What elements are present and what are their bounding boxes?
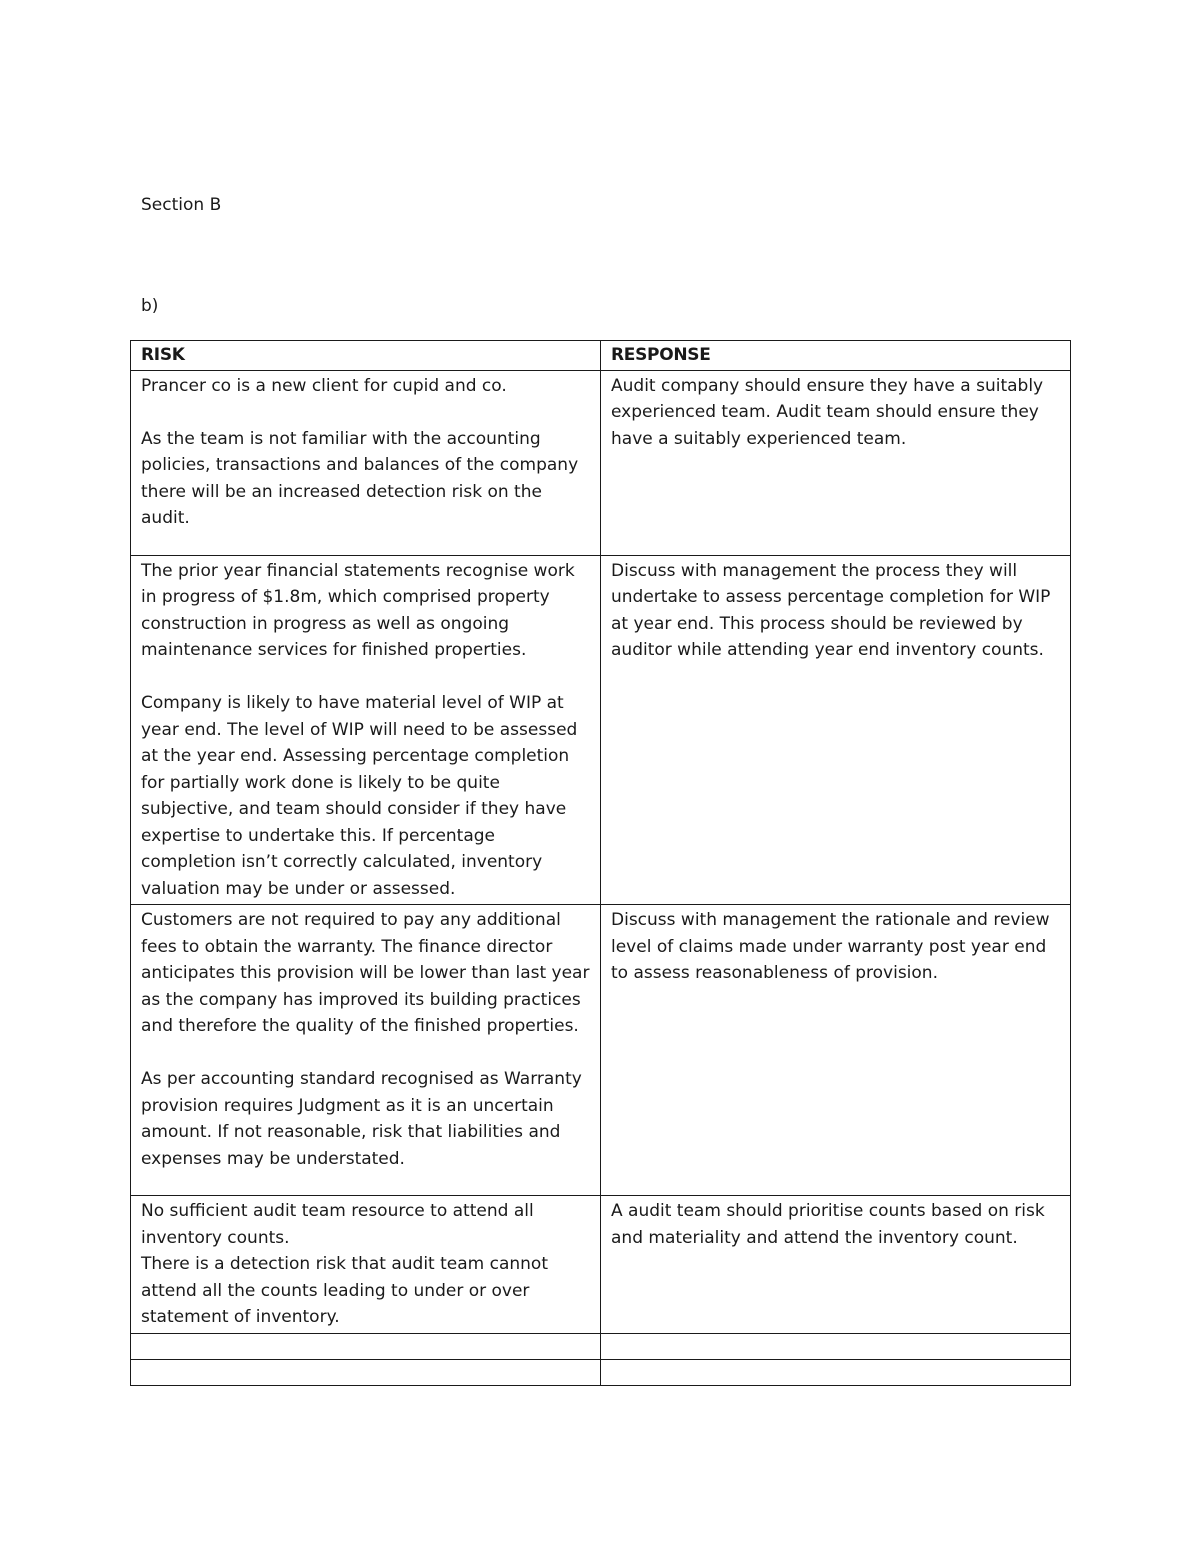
empty-cell	[131, 1359, 601, 1385]
empty-cell	[601, 1333, 1071, 1359]
response-cell	[601, 1196, 1071, 1334]
response-text: Audit company should ensure they have a suitably experienced team. Audit team should ensure they have a suitably experienced team.	[611, 375, 1044, 449]
risk-cell	[131, 555, 601, 905]
table-row	[131, 555, 1071, 905]
risk-text: As per accounting standard recognised as Warranty provision requires Judgment as it is an uncertain amount. If not reasonable, risk that liabilities and expenses may be understated.	[141, 1069, 582, 1169]
response-cell	[601, 555, 1071, 905]
risk-response-table	[130, 340, 1071, 1386]
table-row	[131, 370, 1071, 555]
empty-table-row	[131, 1333, 1071, 1359]
section-title: Section B	[141, 195, 222, 215]
response-text: Discuss with management the rationale and review level of claims made under warranty post year end to assess reasonableness of provision.	[611, 910, 1050, 983]
empty-cell	[131, 1333, 601, 1359]
risk-cell	[131, 905, 601, 1196]
risk-column-header: RISK	[131, 341, 601, 371]
risk-cell	[131, 1196, 601, 1334]
risk-cell	[131, 370, 601, 555]
risk-text: There is a detection risk that audit team cannot attend all the counts leading to under or over statement of inventory.	[141, 1254, 548, 1327]
risk-text: As the team is not familiar with the accounting policies, transactions and balances of the company there will be an increased detection risk on the audit.	[141, 428, 579, 528]
empty-cell	[601, 1359, 1071, 1385]
risk-text: No sufficient audit team resource to attend all inventory counts.	[141, 1201, 534, 1248]
table-row	[131, 905, 1071, 1196]
response-cell	[601, 905, 1071, 1196]
response-text: Discuss with management the process they will undertake to assess percentage completion for WIP at year end. This process should be reviewed by auditor while attending year end inventory counts.	[611, 560, 1051, 660]
table-header-row	[131, 341, 1071, 371]
risk-text: Customers are not required to pay any additional fees to obtain the warranty. The finance director anticipates this provision will be lower than last year as the company has improved its building practices and therefore the quality of the finished properties.	[141, 910, 590, 1036]
empty-table-row	[131, 1359, 1071, 1385]
part-label: b)	[141, 296, 159, 316]
response-text: A audit team should prioritise counts based on risk and materiality and attend the inventory count.	[611, 1201, 1045, 1248]
response-cell	[601, 370, 1071, 555]
response-column-header: RESPONSE	[601, 341, 1071, 371]
risk-text: Prancer co is a new client for cupid and co.	[141, 375, 507, 396]
risk-text: Company is likely to have material level of WIP at year end. The level of WIP will need to be assessed at the year end. Assessing percentage completion for partially work done is likely to be quite subjective, and team should consider if they have expertise to undertake this. If percentage completion isn’t correctly calculated, inventory valuation may be under or assessed.	[141, 693, 578, 899]
table-row	[131, 1196, 1071, 1334]
risk-text: The prior year financial statements recognise work in progress of $1.8m, which comprised property construction in progress as well as ongoing maintenance services for finished properties.	[141, 560, 575, 660]
